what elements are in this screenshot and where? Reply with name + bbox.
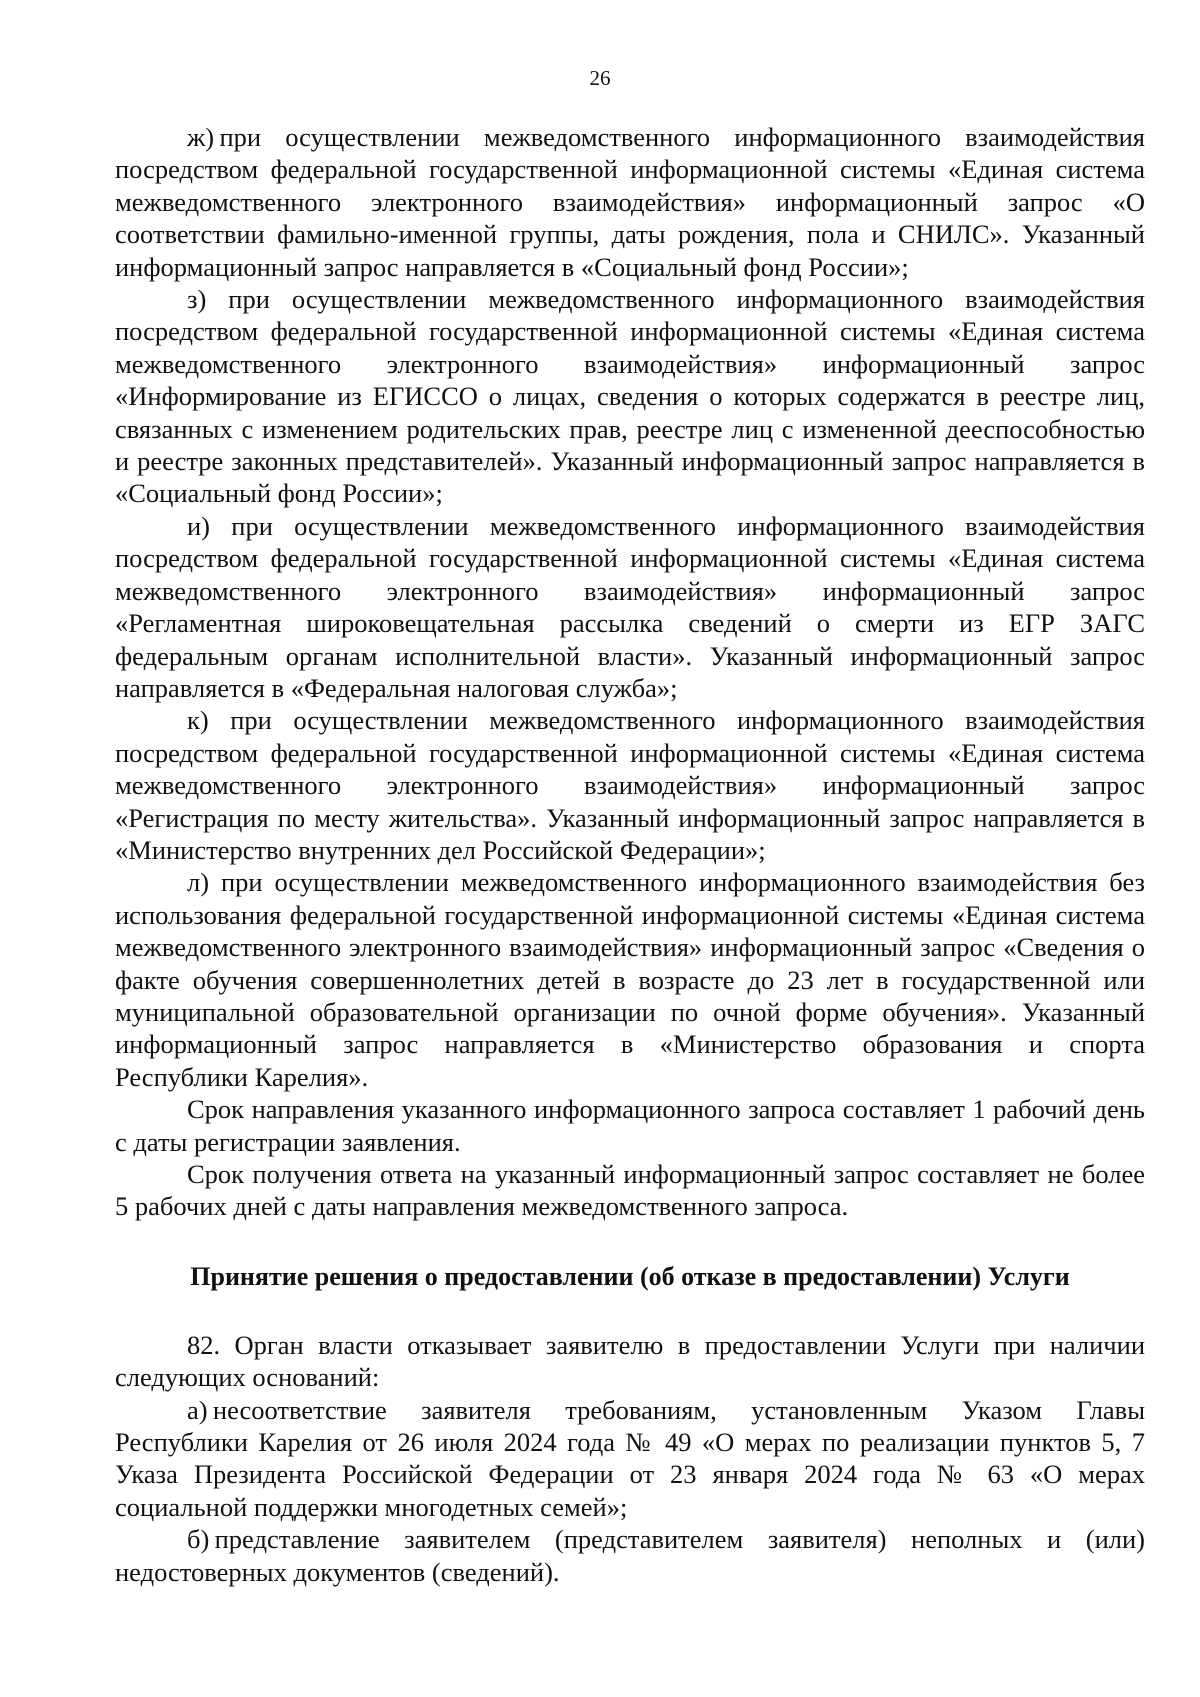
paragraph-item-a: а) несоответствие заявителя требованиям, установленным Указом Главы Республики Карелия от 26 июля 2024 года № 49 «О мерах по реализации пунктов 5, 7 Указа Президента Российской Федерации от 23 января 2024 года № 63 «О мерах социальной поддержки многодетных семей»; — [115, 1394, 1145, 1522]
paragraph-item-b: б) представление заявителем (представителем заявителя) неполных и (или) недостоверных документов (сведений). — [115, 1524, 1145, 1587]
paragraph-item-z: з) при осуществлении межведомственного информационного взаимодействия посредством федеральной государственной информационной системы «Единая система межведомственного электронного взаимодействия» информационный запрос «Информирование из ЕГИССО о лицах, сведения о которых содержатся в реестре лиц, связанных с изменением родительских прав, реестре лиц с измененной дееспособностью и реестре законных представителей». Указанный информационный запрос направляется в «Социальный фонд России»; — [115, 284, 1145, 509]
paragraph-request-deadline: Срок направления указанного информационного запроса составляет 1 рабочий день с даты регистрации заявления. — [115, 1094, 1145, 1157]
paragraph-82: 82. Орган власти отказывает заявителю в предоставлении Услуги при наличии следующих оснований: — [115, 1329, 1145, 1393]
document-body — [115, 121, 1145, 1588]
paragraph-item-k: к) при осуществлении межведомственного информационного взаимодействия посредством федеральной государственной информационной системы «Единая система межведомственного электронного взаимодействия» информационный запрос «Регистрация по месту жительства». Указанный информационный запрос направляется в «Министерство внутренних дел Российской Федерации»; — [115, 705, 1145, 865]
paragraph-item-zh: ж) при осуществлении межведомственного информационного взаимодействия посредством федеральной государственной информационной системы «Единая система межведомственного электронного взаимодействия» информационный запрос «О соответствии фамильно-именной группы, даты рождения, пола и СНИЛС». Указанный информационный запрос направляется в «Социальный фонд России»; — [115, 122, 1145, 282]
section-heading: Принятие решения о предоставлении (об отказе в предоставлении) Услуги — [190, 1261, 1070, 1291]
paragraph-response-deadline: Срок получения ответа на указанный информационный запрос составляет не более 5 рабочих дней с даты направления межведомственного запроса. — [115, 1159, 1145, 1222]
page-number: 26 — [589, 66, 611, 90]
paragraph-item-i: и) при осуществлении межведомственного информационного взаимодействия посредством федеральной государственной информационной системы «Единая система межведомственного электронного взаимодействия» информационный запрос «Регламентная широковещательная рассылка сведений о смерти из ЕГР ЗАГС федеральным органам исполнительной власти». Указанный информационный запрос направляется в «Федеральная налоговая служба»; — [115, 510, 1145, 703]
paragraph-item-l: л) при осуществлении межведомственного информационного взаимодействия без использования федеральной государственной информационной системы «Единая система межведомственного электронного взаимодействия» информационный запрос «Сведения о факте обучения совершеннолетних детей в возрасте до 23 лет в государственной или муниципальной образовательной организации по очной форме обучения». Указанный информационный запрос направляется в «Министерство образования и спорта Республики Карелия». — [115, 867, 1145, 1092]
